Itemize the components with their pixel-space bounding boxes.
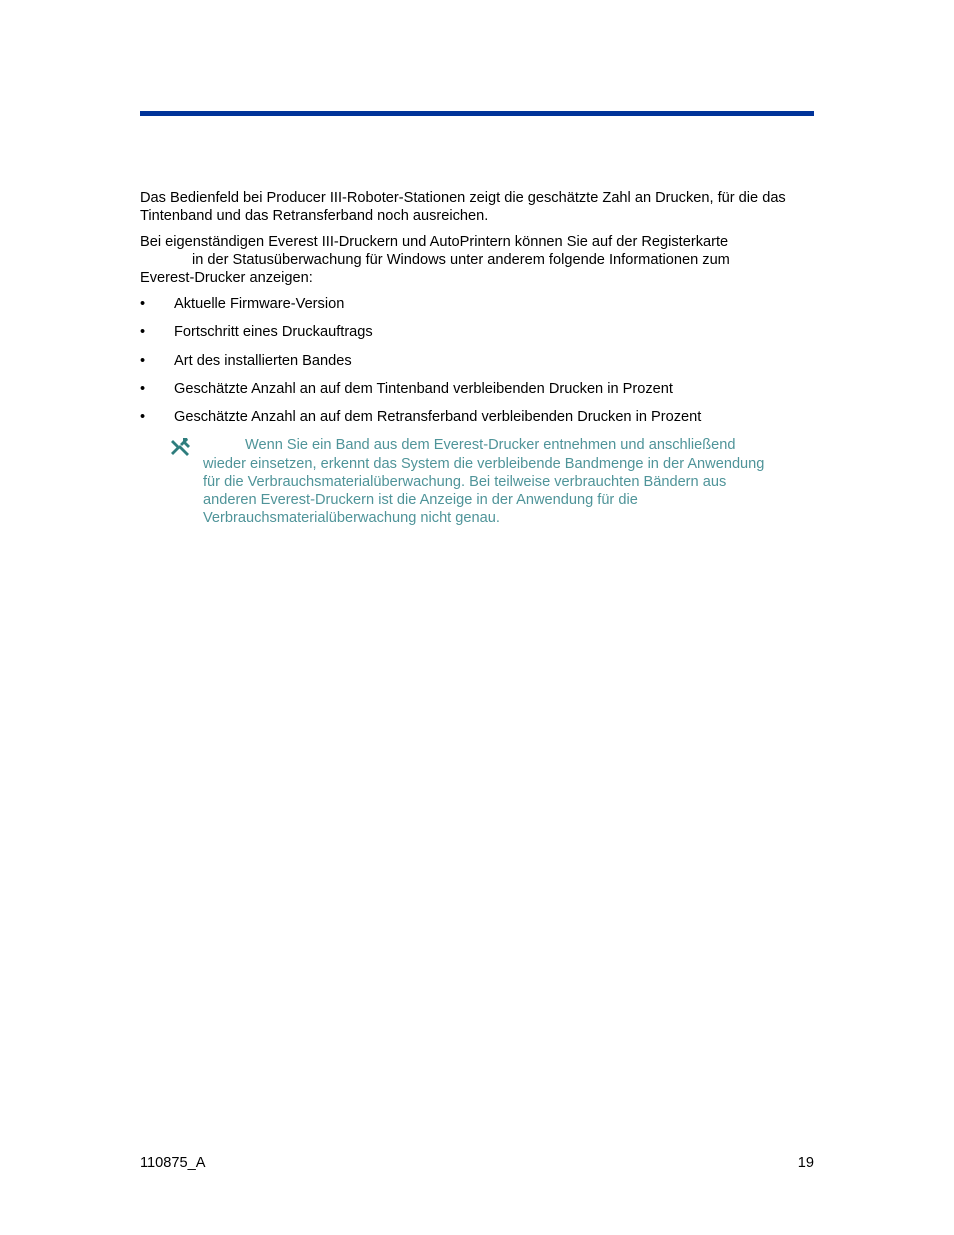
- list-item-text: Fortschritt eines Druckauftrags: [174, 324, 373, 341]
- list-item-text: Art des installierten Bandes: [174, 352, 352, 369]
- tools-icon: [170, 437, 192, 457]
- list-item: [140, 352, 814, 370]
- status-monitor-paragraph-line-1: Bei eigenständigen Everest III-Druckern und AutoPrintern können Sie auf der Registerkarte: [140, 234, 729, 250]
- note-text-line-1: Wenn Sie ein Band aus dem Everest-Drucker entnehmen und anschließend: [245, 437, 736, 454]
- bullet-icon: •: [140, 352, 146, 369]
- note-text-line-2: wieder einsetzen, erkennt das System die verbleibende Bandmenge in der Anwendung: [203, 455, 765, 472]
- note-text-line-5: Verbrauchsmaterialüberwachung nicht genau.: [203, 510, 500, 527]
- page-number: 19: [797, 1155, 814, 1171]
- list-item: [140, 408, 814, 426]
- header-rule: [140, 111, 814, 116]
- bullet-icon: •: [140, 409, 146, 426]
- bullet-icon: •: [140, 296, 146, 312]
- intro-paragraph: Das Bedienfeld bei Producer III-Roboter-Stationen zeigt die geschätzte Zahl an Drucken, für die das Tintenband und das Retransferband noch ausreichen.: [140, 190, 786, 224]
- list-item-text: Geschätzte Anzahl an auf dem Tintenband verbleibenden Drucken in Prozent: [174, 380, 673, 397]
- list-item: [140, 380, 814, 398]
- document-number: 110875_A: [140, 1155, 206, 1171]
- info-bullet-list: [140, 295, 814, 426]
- bullet-icon: •: [140, 380, 146, 397]
- status-monitor-paragraph: [140, 233, 814, 287]
- bullet-icon: •: [140, 324, 146, 341]
- status-monitor-paragraph-line-2: in der Statusüberwachung für Windows unter anderem folgende Informationen zum: [192, 252, 730, 268]
- status-monitor-paragraph-line-3: Everest-Drucker anzeigen:: [140, 270, 313, 286]
- note-text-line-3: für die Verbrauchsmaterialüberwachung. Bei teilweise verbrauchten Bändern aus: [203, 473, 727, 490]
- note-block: [140, 436, 814, 527]
- list-item: [140, 295, 814, 313]
- list-item: [140, 323, 814, 341]
- list-item-text: Aktuelle Firmware-Version: [174, 296, 345, 312]
- page-content: [140, 189, 814, 528]
- list-item-text: Geschätzte Anzahl an auf dem Retransferband verbleibenden Drucken in Prozent: [174, 409, 702, 426]
- note-text-line-4: anderen Everest-Druckern ist die Anzeige in der Anwendung für die: [203, 492, 638, 509]
